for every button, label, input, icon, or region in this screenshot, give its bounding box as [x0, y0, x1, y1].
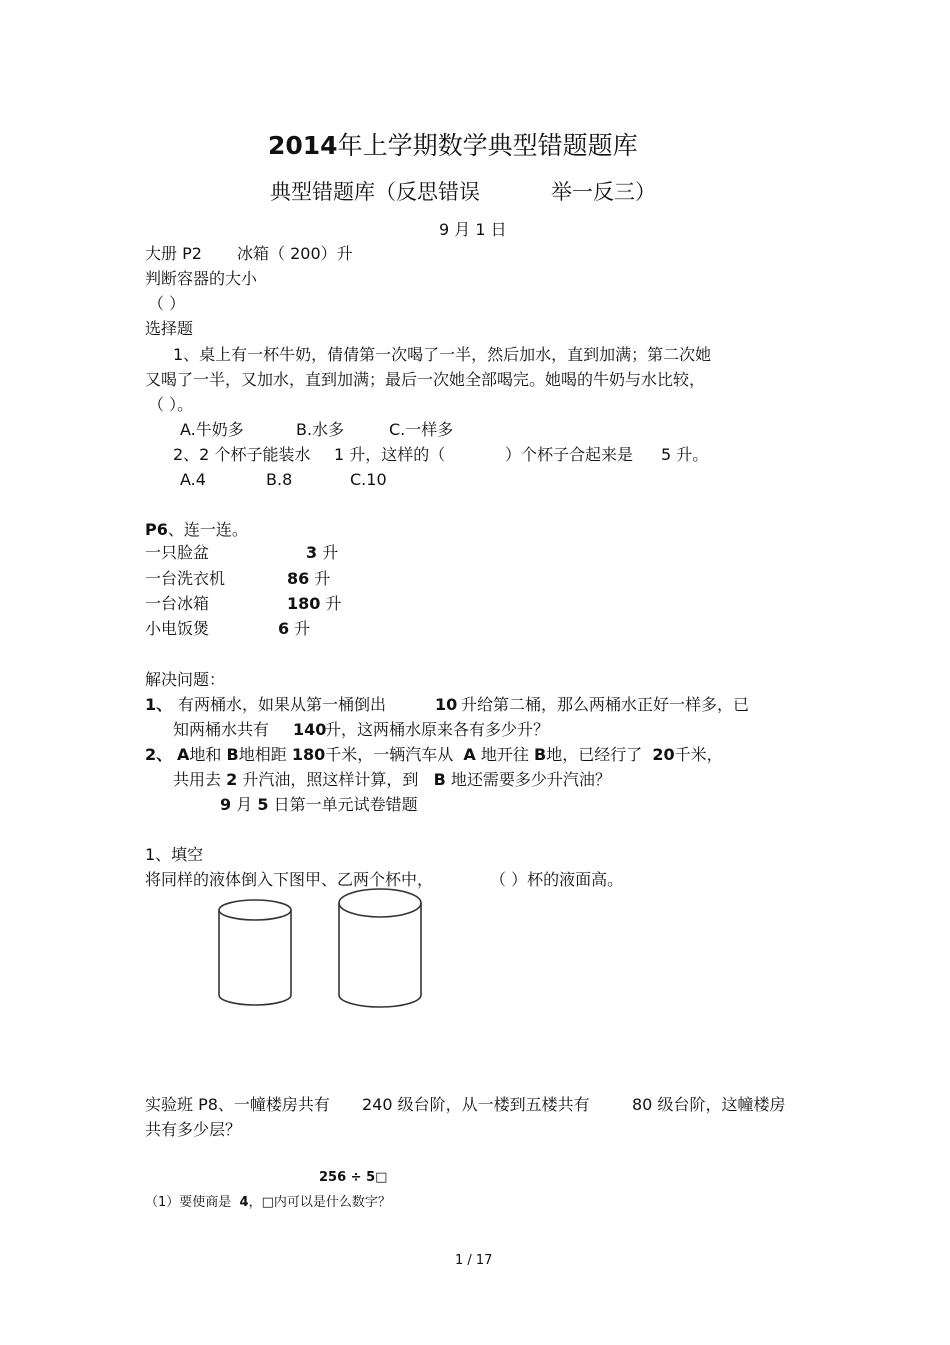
- judge-heading: 判断容器的大小: [145, 269, 258, 288]
- date-heading: 9 月 1 日: [439, 220, 507, 239]
- solve1-e: 140: [293, 720, 327, 739]
- solve1-a: 有两桶水，如果从第一桶倒出: [178, 695, 387, 714]
- q1-line3: （ ）。: [148, 395, 194, 414]
- q1-line2: 又喝了一半，又加水，直到加满；最后一次她全部喝完。她喝的牛奶与水比较，: [145, 370, 706, 389]
- match-right-4-number: 6: [278, 619, 290, 638]
- lab-question-b: 240 级台阶，从一楼到五楼共有: [362, 1095, 590, 1114]
- choice-heading: 选择题: [145, 319, 194, 338]
- solve2-i: B: [534, 745, 547, 764]
- match-left-3: 一台冰箱: [145, 594, 210, 613]
- fill-question-a: 将同样的液体倒入下图甲、乙两个杯中，: [145, 870, 434, 889]
- sub-question: [145, 1194, 391, 1211]
- solve1-b: 10: [435, 695, 458, 714]
- match-right-4-unit: 升: [294, 619, 311, 638]
- match-left-4: 小电饭煲: [145, 619, 210, 638]
- title-year: 2014: [268, 131, 338, 160]
- p6-heading: [145, 520, 248, 540]
- division-expression: 256 ÷ 5□: [319, 1170, 388, 1185]
- solve2-b: 地和: [189, 745, 222, 764]
- p6-text: 、连一连。: [167, 520, 248, 539]
- q2-option-b: B.8: [266, 470, 293, 489]
- date2-rest: 日第一单元试卷错题: [273, 795, 418, 814]
- fill-heading: 1、填空: [145, 845, 204, 864]
- solve2-p: B: [433, 770, 446, 789]
- solve2-l: 千米，: [674, 745, 723, 764]
- solve2-e: 180: [291, 745, 326, 764]
- match-right-3-number: 180: [287, 594, 321, 613]
- solve2-a: A: [177, 745, 190, 764]
- solve2-c: B: [226, 745, 239, 764]
- solve2-j: 地，已经行了: [546, 745, 643, 764]
- solve2-line1: [177, 745, 723, 765]
- solve2-q: 地还需要多少升汽油？: [450, 770, 611, 789]
- match-right-2: [287, 569, 330, 589]
- sub-question-a: （1）要使商是: [145, 1195, 232, 1210]
- match-left-1: 一只脸盆: [145, 543, 210, 562]
- match-right-4: [278, 619, 310, 639]
- fridge-item: 冰箱（ 200）升: [237, 244, 353, 263]
- fill-question-b: （ ）杯的液面高。: [490, 870, 624, 889]
- match-right-3: [287, 594, 342, 614]
- title-text: 年上学期数学典型错题题库: [337, 131, 638, 160]
- solve-heading: 解决问题：: [145, 670, 226, 689]
- subtitle-right: 举一反三）: [551, 180, 656, 204]
- match-right-3-unit: 升: [325, 594, 342, 613]
- q1-option-a: A.牛奶多: [180, 420, 244, 439]
- solve1-d: 知两桶水共有: [173, 720, 270, 739]
- q2-part-d: 5 升。: [661, 445, 709, 464]
- solve2-f: 千米，一辆汽车从: [325, 745, 454, 764]
- solve1-number: 1、: [145, 695, 173, 714]
- cup-jia-illustration: [210, 890, 300, 1015]
- cup-jia-base: [219, 995, 291, 1005]
- page-title: [268, 131, 638, 161]
- sub-question-c: ，□内可以是什么数字？: [248, 1195, 391, 1210]
- solve1-f: 升，这两桶水原来各有多少升？: [325, 720, 550, 739]
- match-right-1-unit: 升: [322, 543, 339, 562]
- subtitle-left: 典型错题库（反思错误: [270, 180, 480, 204]
- solve2-n: 2: [226, 770, 238, 789]
- cup-yi-illustration: [330, 882, 430, 1015]
- solve2-k: 20: [652, 745, 675, 764]
- q2-option-c: C.10: [350, 470, 387, 489]
- match-left-2: 一台洗衣机: [145, 569, 226, 588]
- q1-option-b: B.水多: [296, 420, 345, 439]
- solve2-number: 2、: [145, 745, 173, 764]
- cup-yi-base: [339, 995, 421, 1007]
- date2-month-char: 月: [236, 795, 253, 814]
- cup-jia-rim: [219, 900, 291, 920]
- solve2-m: 共用去: [173, 770, 222, 789]
- solve2-line2: [173, 770, 611, 790]
- match-right-2-unit: 升: [314, 569, 331, 588]
- solve2-h: 地开往: [480, 745, 529, 764]
- q2-part-a: 2、2 个杯子能装水: [173, 445, 311, 464]
- lab-question-c: 80 级台阶，这幢楼房: [632, 1095, 786, 1114]
- q2-part-c: ）个杯子合起来是: [505, 445, 634, 464]
- date2-day: 5: [257, 795, 269, 814]
- cup-yi-rim: [339, 889, 421, 917]
- p6-label: P6: [145, 520, 168, 539]
- q1-option-c: C.一样多: [389, 420, 454, 439]
- solve1-c: 升给第二桶，那么两桶水正好一样多，已: [461, 695, 750, 714]
- lab-question-a: 实验班 P8、一幢楼房共有: [145, 1095, 330, 1114]
- q2-part-b: 1 升，这样的（: [334, 445, 446, 464]
- match-right-1-number: 3: [306, 543, 318, 562]
- judge-blank: （ ）: [148, 294, 186, 313]
- match-right-1: [306, 543, 338, 563]
- solve2-d: 地相距: [238, 745, 287, 764]
- sub-question-b: 4: [239, 1195, 249, 1210]
- book-reference: 大册 P2: [145, 244, 202, 263]
- unit-test-heading: [220, 795, 418, 815]
- lab-question-d: 共有多少层？: [145, 1120, 242, 1139]
- solve2-o: 升汽油，照这样计算，到: [242, 770, 419, 789]
- q2-option-a: A.4: [180, 470, 206, 489]
- q1-line1: 1、桌上有一杯牛奶，倩倩第一次喝了一半，然后加水，直到加满；第二次她: [173, 345, 712, 364]
- date2-month: 9: [220, 795, 232, 814]
- page-number: 1 / 17: [455, 1253, 493, 1268]
- solve2-g: A: [463, 745, 476, 764]
- match-right-2-number: 86: [287, 569, 310, 588]
